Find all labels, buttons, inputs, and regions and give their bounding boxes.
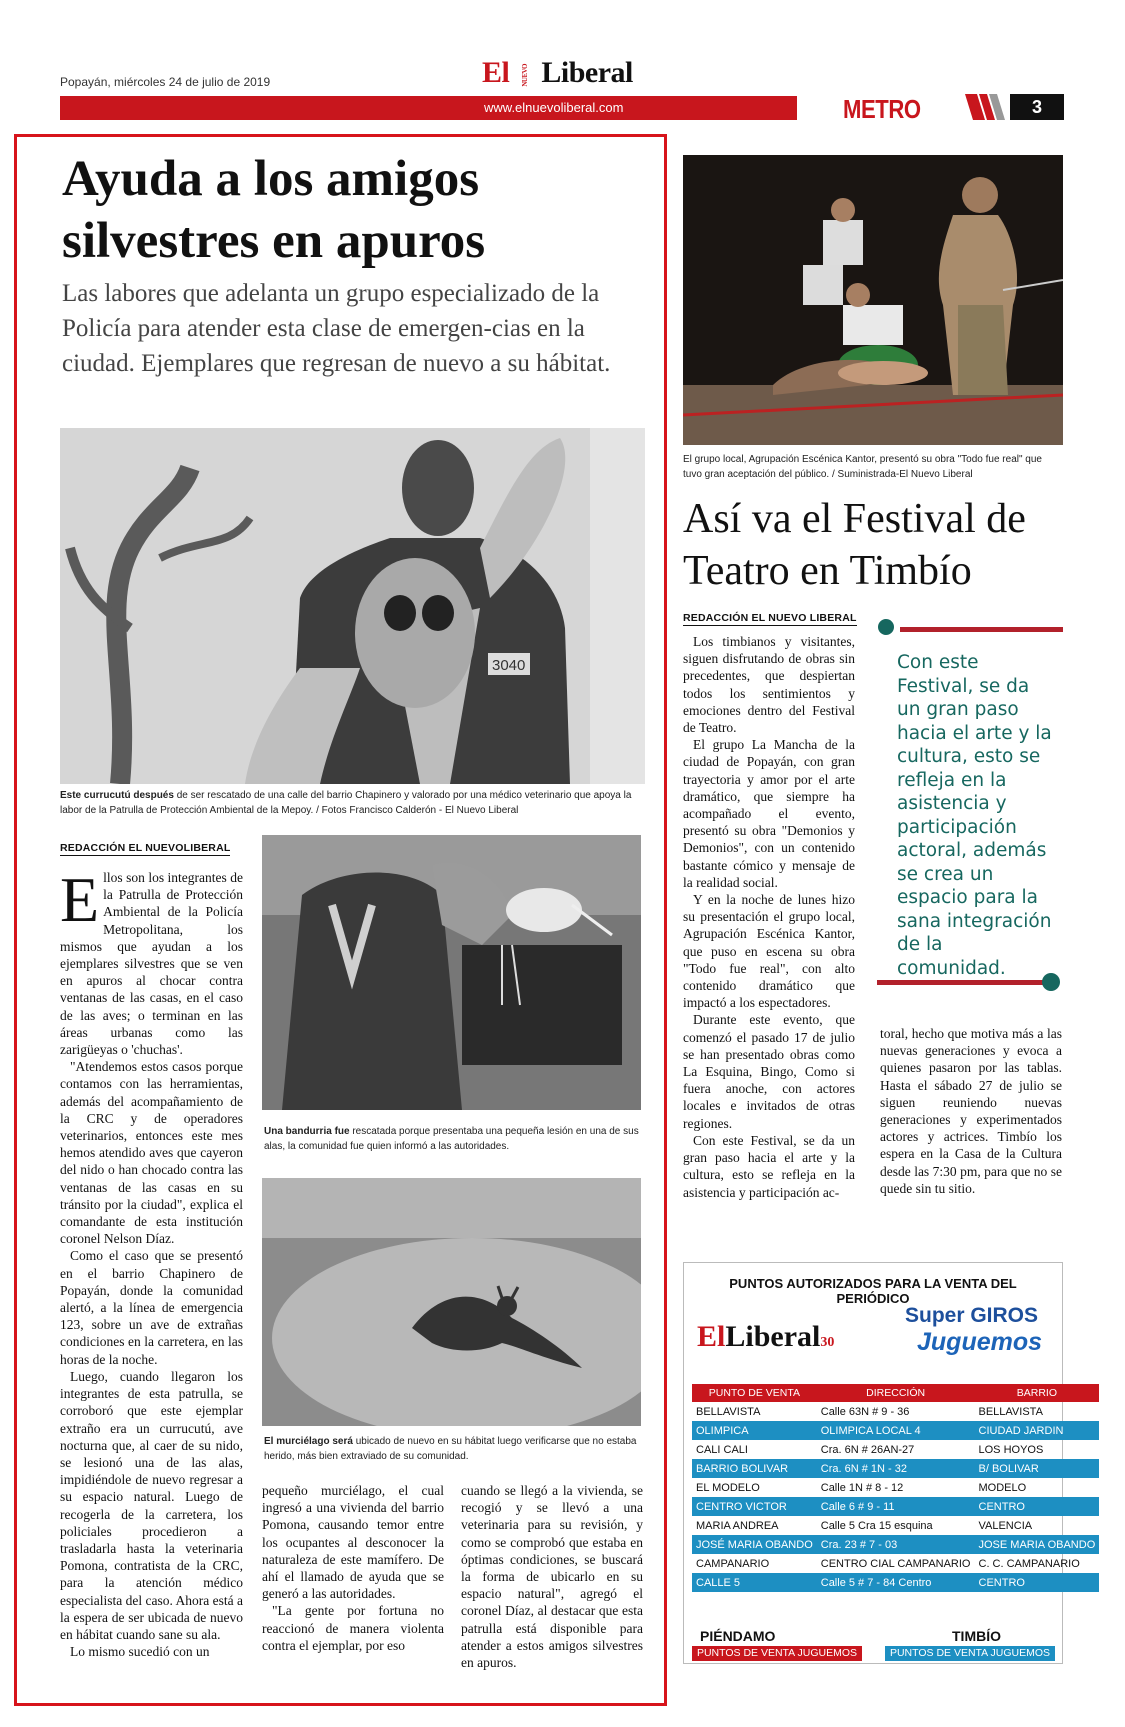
cell-neighborhood: JOSE MARIA OBANDO — [975, 1535, 1100, 1554]
table-row — [692, 1478, 1099, 1497]
cell-address: CENTRO CIAL CAMPANARIO — [820, 1557, 971, 1570]
piendamo-band: PUNTOS DE VENTA JUGUEMOS — [692, 1646, 862, 1661]
cell-address: OLIMPICA LOCAL 4 — [817, 1421, 975, 1440]
cell-neighborhood: BELLAVISTA — [978, 1405, 1043, 1418]
newspaper-logo — [482, 58, 633, 88]
logo-el: El — [482, 56, 510, 89]
bat-photo-art — [262, 1178, 641, 1426]
table-row — [692, 1554, 1099, 1573]
cell-point: CAMPANARIO — [696, 1557, 770, 1570]
main-paragraph: Como el caso que se presentó en el barrio Chapinero de Popayán, donde la comunidad alertó, a la línea de emergencia 123, sobre un ave de extrañas condiciones en la carretera, en las horas de la noche. — [60, 1248, 243, 1367]
theater-paragraph: Y en la noche de lunes hizo su presentación el grupo local, Agrupación Escénica Kantor, que puso en escena su obra "Todo fue real", con alto contenido dramático que impactó a los espectadores. — [683, 892, 855, 1011]
theater-photo — [683, 155, 1063, 445]
main-column-1 — [60, 864, 243, 1660]
cell-point: CENTRO VICTOR — [692, 1497, 817, 1516]
officer-badge-number: 3040 — [492, 657, 526, 674]
section-stripes-icon — [965, 92, 1007, 120]
cell-address: Cra. 6N # 1N - 32 — [817, 1459, 975, 1478]
main-paragraph: cuando se llegó a la vivienda, se recogió y se llevó a una veterinaria para su revisión, y como se comprobó que estaba en óptimas condiciones, se buscará la forma de ubicarlo en su espacio natural", agregó el coronel Díaz, al destacar que esta patrulla está disponible para atender a estos amigos silvestres en apuros. — [461, 1483, 643, 1671]
theater-paragraph: El grupo La Mancha de la ciudad de Popayán, con gran trayectoria y amor por el arte dramático, que siempre ha acompañado el evento, presentó su obra "Demonios y Demonios", con un contenido bastante cómico y mensaje de la realidad social. — [683, 737, 855, 890]
main-paragraph: Luego, cuando llegaron los integrantes de esta patrulla, se corroboró que este ejemplar extraño era un currucutú, ave nocturna que, al caer de su nido, se lesionó una de las alas, impidiéndole de nuevo regresar a su espacio natural. Luego de recogerla de la carretera, los policiales procedieron a trasladarla hasta la veterinaria Pomona, contratista de la CRC, para la atención médico especialista del caso. Ahora está a la espera de ser ubicada de nuevo en hábitat cuando sane su ala. — [60, 1368, 243, 1642]
cell-neighborhood: MODELO — [978, 1481, 1027, 1494]
cell-address: Calle 5 Cra 15 esquina — [820, 1519, 933, 1532]
ad-liberal-logo — [697, 1322, 834, 1358]
logo-liberal: Liberal — [541, 56, 633, 89]
ad-logo-liberal: Liberal — [725, 1320, 821, 1353]
ad-logo-years: 30 — [820, 1335, 835, 1350]
pull-quote: Con este Festival, se da un gran paso hacia el arte y la cultura, esto se refleja en la asistencia y participación actoral, además se crea un espacio para la sana integración de la comunidad. — [897, 652, 1052, 979]
main-paragraph: "Atendemos estos casos porque contamos con las herramientas, además del acompañamiento de la CRC y de operadores veterinarios, entonces este mes hemos atendido aves que cayeron del nido o han chocado contra las ventanas de las casas en su tránsito por la ciudad", explica el comandante de esta institución coronel Nelson Díaz. — [60, 1059, 243, 1247]
cell-point: JOSÉ MARIA OBANDO — [692, 1535, 817, 1554]
cell-address: Calle 1N # 8 - 12 — [820, 1481, 904, 1494]
cell-point: BELLAVISTA — [696, 1405, 761, 1418]
table-row — [692, 1497, 1099, 1516]
cell-neighborhood: LOS HOYOS — [978, 1443, 1044, 1456]
bandurria-caption-lead: Una bandurria fue — [264, 1126, 350, 1137]
main-paragraph: llos son los integrantes de la Patrulla de Protección Ambiental de la Policía Metropolitana, los mismos que ayudan a los ejemplares silvestres que se ven en apuros al chocar contra ventanas de las casas, en el caso de las aves; o terminan en las áreas urbanas como las zarigüeyas o 'chuchas'. — [60, 870, 243, 1058]
owl-caption-text: de ser rescatado de una calle del barrio Chapinero y valorado por una médico veterinario que apoya la labor de la Patrulla de Protección Ambiental de la Mepoy. / Fotos Francisco Calderón - El Nuevo Liberal — [60, 790, 632, 816]
cell-address: Calle 5 # 7 - 84 Centro — [817, 1573, 975, 1592]
cell-neighborhood: C. C. CAMPANARIO — [978, 1557, 1080, 1570]
cell-address: Calle 6 # 9 - 11 — [817, 1497, 975, 1516]
table-row — [692, 1402, 1099, 1421]
cell-address: Cra. 6N # 26AN-27 — [820, 1443, 915, 1456]
header-red-bar — [60, 96, 797, 120]
owl-photo — [60, 428, 645, 784]
cell-point: CALI CALI — [696, 1443, 748, 1456]
cell-address: Calle 63N # 9 - 36 — [820, 1405, 910, 1418]
table-row — [692, 1459, 1099, 1478]
theater-byline: REDACCIÓN EL NUEVO LIBERAL — [683, 612, 857, 624]
main-column-3 — [461, 1482, 643, 1671]
cell-neighborhood: CENTRO — [975, 1497, 1100, 1516]
cell-address: Cra. 23 # 7 - 03 — [817, 1535, 975, 1554]
theater-paragraph: Con este Festival, se da un gran paso hacia el arte y la cultura, esto se refleja en la asistencia y participación ac- — [683, 1132, 855, 1200]
pull-quote-dot — [1042, 973, 1060, 991]
col-header-address: DIRECCIÓN — [817, 1384, 975, 1402]
cell-point: MARIA ANDREA — [696, 1519, 779, 1532]
theater-caption: El grupo local, Agrupación Escénica Kantor, presentó su obra "Todo fue real" que tuvo gran aceptación del público. / Suministrada-El Nuevo Liberal — [683, 454, 1042, 480]
bandurria-caption — [264, 1124, 644, 1154]
supergiros-logo: Super GIROS — [905, 1304, 1039, 1327]
pull-quote-dot — [878, 619, 894, 635]
cell-neighborhood: CENTRO — [975, 1573, 1100, 1592]
main-byline: REDACCIÓN EL NUEVOLIBERAL — [60, 842, 231, 854]
bat-caption-text: ubicado de nuevo en su hábitat luego verificarse que no estaba herido, más bien extraviado de su comunidad. — [264, 1436, 637, 1462]
ad-logo-el: El — [697, 1320, 726, 1353]
timbio-band: PUNTOS DE VENTA JUGUEMOS — [885, 1646, 1055, 1661]
main-paragraph: pequeño murciélago, el cual ingresó a una vivienda del barrio Pomona, causando temor entre los ocupantes al desconocer la naturaleza de este mamífero. De ahí el llamado de ayuda que se generó a las autoridades. — [262, 1483, 444, 1602]
bandurria-photo-art — [262, 835, 641, 1110]
theater-paragraph: toral, hecho que motiva más a las nuevas generaciones y evoca a quienes pasaron por las tablas. Hasta el sábado 27 de julio se siguen reuniendo nuevas generaciones y experimentados actores y actrices. Timbío los espera en la Casa de la Cultura desde las 7:30 pm, para que no se quede sin tu sitio. — [880, 1026, 1062, 1196]
cell-neighborhood: CIUDAD JARDIN — [975, 1421, 1100, 1440]
theater-photo-art — [683, 155, 1063, 445]
edition-date: Popayán, miércoles 24 de julio de 2019 — [60, 75, 271, 89]
cell-neighborhood: VALENCIA — [978, 1519, 1033, 1532]
cell-point: BARRIO BOLIVAR — [692, 1459, 817, 1478]
bat-caption-lead: El murciélago será — [264, 1436, 353, 1447]
ad-title: PUNTOS AUTORIZADOS PARA LA VENTA DEL PERIÓDICO — [729, 1276, 1017, 1306]
cell-point: EL MODELO — [696, 1481, 760, 1494]
main-column-2 — [262, 1482, 444, 1654]
bandurria-caption-text: rescatada porque presentaba una pequeña lesión en una de sus alas, la comunidad fue quien informó a las autoridades. — [264, 1126, 639, 1152]
bandurria-photo — [262, 835, 641, 1110]
table-row — [692, 1440, 1099, 1459]
table-row — [692, 1535, 1099, 1554]
pull-quote-rule-bottom — [877, 980, 1047, 985]
pull-quote-rule-top — [900, 627, 1063, 632]
col-header-point: PUNTO DE VENTA — [692, 1384, 817, 1402]
logo-nuevo: NUEVO — [521, 63, 530, 87]
site-url[interactable]: www.elnuevoliberal.com — [484, 100, 624, 115]
theater-column-1 — [683, 633, 855, 1201]
table-row — [692, 1421, 1099, 1440]
town-timbio: TIMBÍO — [952, 1628, 1001, 1644]
drop-cap: E — [60, 864, 100, 935]
main-headline: Ayuda a los amigos silvestres en apuros — [62, 151, 486, 269]
main-paragraph: "La gente por fortuna no reaccionó de manera violenta contra el ejemplar, por eso — [262, 1603, 444, 1653]
bat-caption — [264, 1434, 644, 1464]
bat-photo — [262, 1178, 641, 1426]
theater-headline: Así va el Festival de Teatro en Timbío — [683, 496, 1026, 594]
theater-paragraph: Los timbianos y visitantes, siguen disfrutando de obras sin precedentes, que despiertan todos los sentimientos y emociones dentro del Festival de Teatro. — [683, 634, 855, 736]
juguemos-logo: Juguemos — [917, 1328, 1043, 1356]
theater-paragraph: Durante este evento, que comenzó el pasado 17 de julio se han presentado obras como La Esquina, Bingo, Como si fuera anoche, con actores locales e invitados de otras regiones. — [683, 1012, 855, 1131]
sales-points-table — [692, 1384, 1099, 1592]
main-dek: Las labores que adelanta un grupo especializado de la Policía para atender esta clase de emergen-cias en la ciudad. Ejemplares que regresan de nuevo a su hábitat. — [62, 280, 611, 377]
table-row — [692, 1516, 1099, 1535]
page-number: 3 — [1010, 94, 1064, 120]
owl-caption-lead: Este currucutú después — [60, 790, 174, 801]
section-name: METRO — [843, 94, 921, 124]
cell-point: OLIMPICA — [692, 1421, 817, 1440]
table-row — [692, 1573, 1099, 1592]
town-piendamo: PIÉNDAMO — [700, 1628, 776, 1644]
owl-caption — [60, 788, 645, 818]
cell-point: CALLE 5 — [692, 1573, 817, 1592]
main-paragraph: Lo mismo sucedió con un — [70, 1644, 210, 1660]
cell-neighborhood: B/ BOLIVAR — [975, 1459, 1100, 1478]
owl-photo-art — [60, 428, 645, 784]
col-header-neighborhood: BARRIO — [975, 1384, 1100, 1402]
theater-column-2 — [880, 1025, 1062, 1197]
